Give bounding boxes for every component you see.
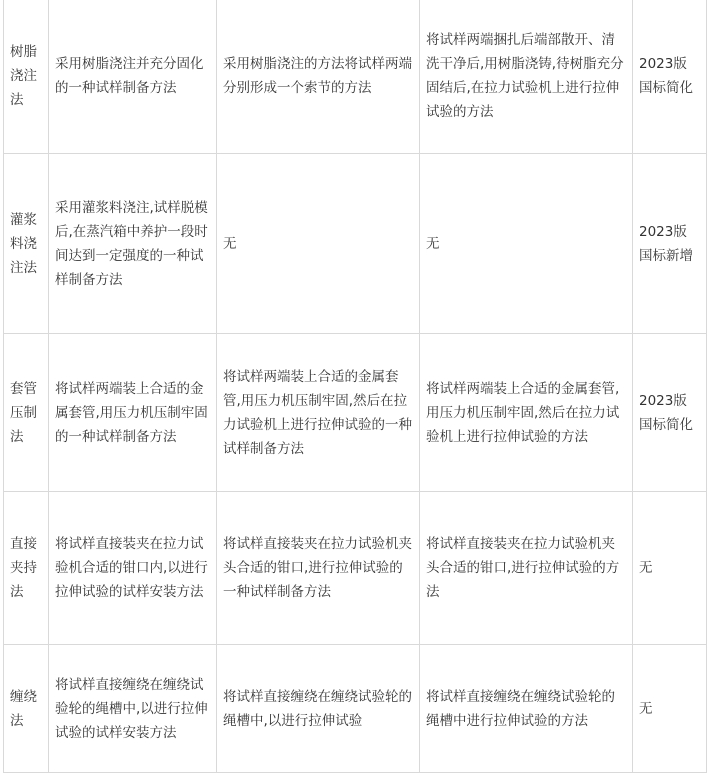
method-cell: 套管压制法 [4,334,49,492]
old-standard-cell: 将试样直接装夹在拉力试验机夹头合适的钳口,进行拉伸试验的一种试样制备方法 [217,492,420,645]
table-row [4,492,707,645]
definition-cell: 采用树脂浇注并充分固化的一种试样制备方法 [49,0,217,154]
change-cell: 2023版国标简化 [633,0,707,154]
table-row [4,154,707,334]
change-cell: 2023版国标新增 [633,154,707,334]
definition-cell: 将试样直接装夹在拉力试验机合适的钳口内,以进行拉伸试验的试样安装方法 [49,492,217,645]
new-standard-cell: 无 [420,154,633,334]
change-cell: 无 [633,492,707,645]
old-standard-cell: 采用树脂浇注的方法将试样两端分别形成一个索节的方法 [217,0,420,154]
old-standard-cell: 将试样直接缠绕在缠绕试验轮的绳槽中,以进行拉伸试验 [217,645,420,773]
table-row [4,334,707,492]
table-row [4,0,707,154]
new-standard-cell: 将试样两端捆扎后端部散开、清洗干净后,用树脂浇铸,待树脂充分固结后,在拉力试验机上进行拉伸试验的方法 [420,0,633,154]
definition-cell: 将试样直接缠绕在缠绕试验轮的绳槽中,以进行拉伸试验的试样安装方法 [49,645,217,773]
method-cell: 树脂浇注法 [4,0,49,154]
method-cell: 灌浆料浇注法 [4,154,49,334]
old-standard-cell: 无 [217,154,420,334]
new-standard-cell: 将试样直接缠绕在缠绕试验轮的绳槽中进行拉伸试验的方法 [420,645,633,773]
table-row [4,645,707,773]
change-cell: 2023版国标简化 [633,334,707,492]
change-cell: 无 [633,645,707,773]
method-cell: 直接夹持法 [4,492,49,645]
old-standard-cell: 将试样两端装上合适的金属套管,用压力机压制牢固,然后在拉力试验机上进行拉伸试验的一种试样制备方法 [217,334,420,492]
comparison-table [3,0,707,773]
new-standard-cell: 将试样直接装夹在拉力试验机夹头合适的钳口,进行拉伸试验的方法 [420,492,633,645]
new-standard-cell: 将试样两端装上合适的金属套管,用压力机压制牢固,然后在拉力试验机上进行拉伸试验的方法 [420,334,633,492]
definition-cell: 将试样两端装上合适的金属套管,用压力机压制牢固的一种试样制备方法 [49,334,217,492]
definition-cell: 采用灌浆料浇注,试样脱模后,在蒸汽箱中养护一段时间达到一定强度的一种试样制备方法 [49,154,217,334]
method-cell: 缠绕法 [4,645,49,773]
